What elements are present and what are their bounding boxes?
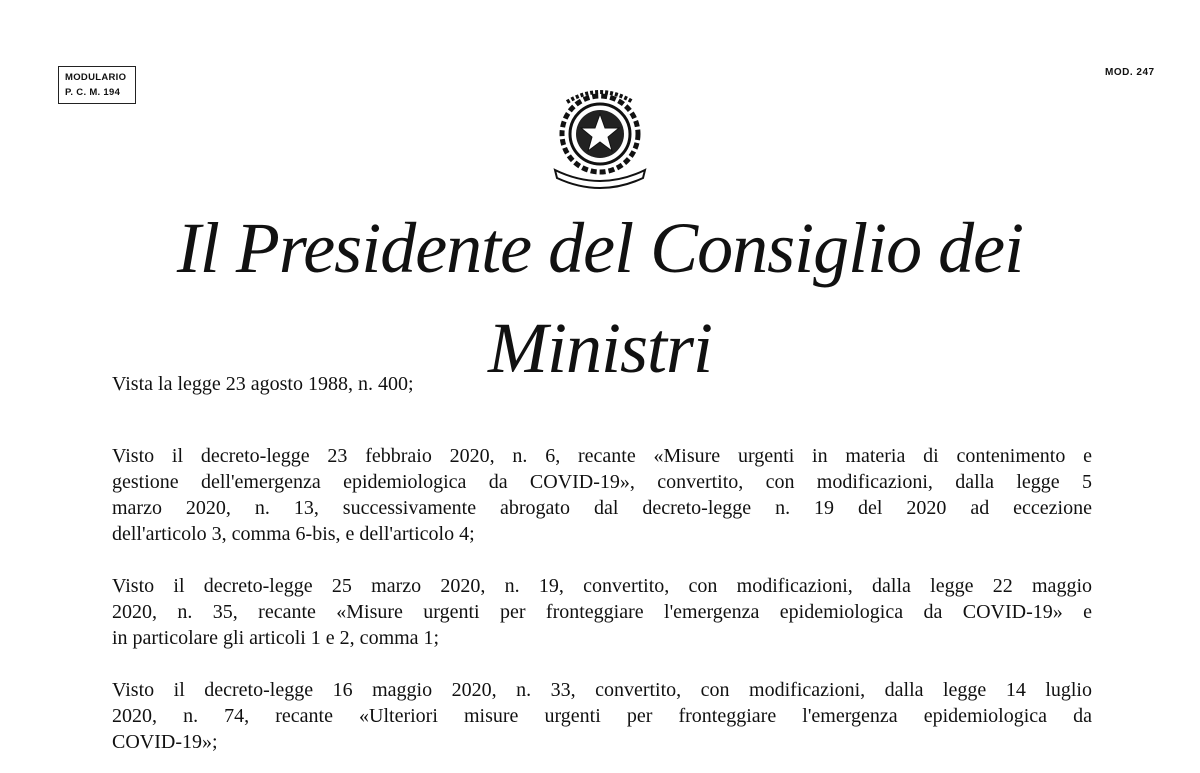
paragraph: [112, 573, 1092, 651]
text-line: marzo 2020, n. 13, successivamente abrogato dal decreto-legge n. 19 del 2020 ad eccezione: [112, 497, 1092, 519]
text-line: Visto il decreto-legge 25 marzo 2020, n. 19, convertito, con modificazioni, dalla legge 22 maggio: [112, 575, 1092, 597]
paragraph: [112, 677, 1092, 755]
text-line: gestione dell'emergenza epidemiologica da COVID-19», convertito, con modificazioni, dalla legge 5: [112, 471, 1092, 493]
text-line: in particolare gli articoli 1 e 2, comma 1;: [112, 627, 440, 649]
text-line: 2020, n. 35, recante «Misure urgenti per fronteggiare l'emergenza epidemiologica da COVID-19» e: [112, 601, 1092, 623]
emblem-of-italy-icon: [545, 82, 655, 190]
text-line: COVID-19»;: [112, 731, 218, 753]
text-line: Visto il decreto-legge 23 febbraio 2020, n. 6, recante «Misure urgenti in materia di contenimento e: [112, 445, 1092, 467]
form-code-box: [58, 66, 136, 104]
form-box-line: P. C. M. 194: [65, 87, 121, 98]
paragraph: [112, 443, 1092, 547]
paragraph: [112, 371, 1092, 397]
text-line: 2020, n. 74, recante «Ulteriori misure urgenti per fronteggiare l'emergenza epidemiologica da: [112, 705, 1092, 727]
text-line: Vista la legge 23 agosto 1988, n. 400;: [112, 373, 414, 395]
form-code: MOD. 247: [1105, 67, 1155, 78]
form-box-line: MODULARIO: [65, 72, 127, 83]
text-line: Visto il decreto-legge 16 maggio 2020, n. 33, convertito, con modificazioni, dalla legge 14 luglio: [112, 679, 1092, 701]
document-title: Il Presidente del Consiglio dei Ministri: [176, 208, 1024, 388]
text-line: dell'articolo 3, comma 6-bis, e dell'articolo 4;: [112, 523, 475, 545]
